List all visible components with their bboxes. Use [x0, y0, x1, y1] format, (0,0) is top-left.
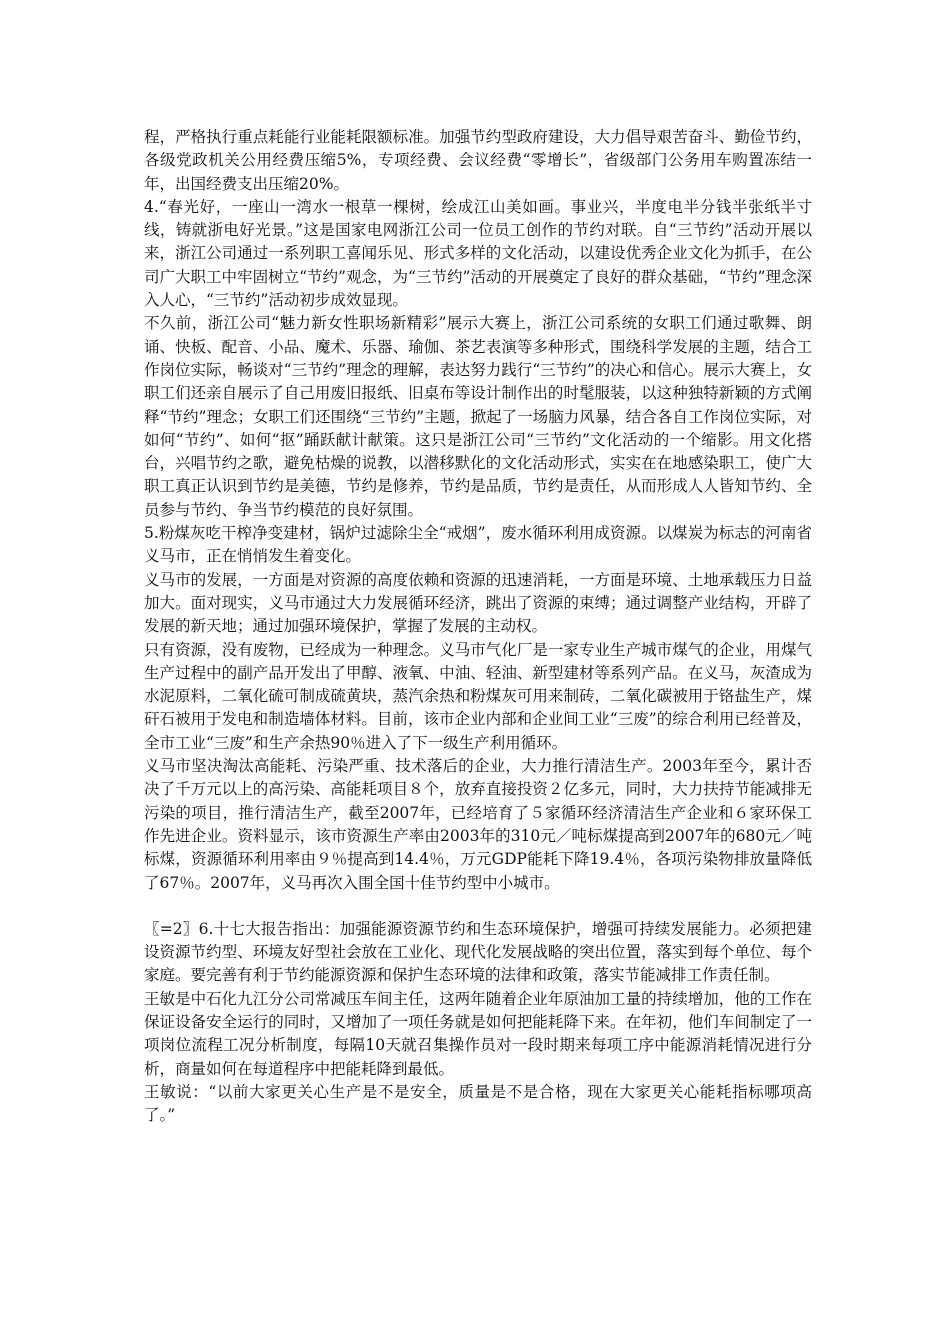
- paragraph-policy-continuation: 程，严格执行重点耗能行业能耗限额标准。加强节约型政府建设，大力倡导艰苦奋斗、勤俭节约，各级党政机关公用经费压缩5%，专项经费、会议经费“零增长”，省级部门公务用车购置冻结一年，出国经费支出压缩20%。: [144, 128, 812, 193]
- paragraph-report-17th: 〖=2〗6.十七大报告指出：加强能源资源节约和生态环境保护，增强可持续发展能力。必须把建设资源节约型、环境友好型社会放在工业化、现代化发展战略的突出位置，落实到每个单位、每个家庭。要完善有利于节约能源资源和保护生态环境的法律和政策，落实节能减排工作责任制。: [144, 919, 812, 985]
- paragraph-wangmin-workshop: 王敏是中石化九江分公司常减压车间主任，这两年随着企业年原油加工量的持续增加，他的工作在保证设备安全运行的同时，又增加了一项任务就是如何把能耗降下来。在年初，他们车间制定了一项岗位流程工况分析制度，每隔10天就召集操作员对一段时期来每项工序中能源消耗情况进行分析，商量如何在每道程序中把能耗降到最低。: [144, 989, 812, 1078]
- paragraph-yima-intro: 5.粉煤灰吃干榨净变建材，锅炉过滤除尘全“戒烟”，废水循环利用成资源。以煤炭为标志的河南省义马市，正在悄悄发生着变化。: [144, 524, 812, 566]
- paragraph-yima-development: 义马市的发展，一方面是对资源的高度依赖和资源的迅速消耗，一方面是环境、土地承载压力日益加大。面对现实，义马市通过大力发展循环经济，跳出了资源的束缚；通过调整产业结构，开辟了发展的新天地；通过加强环境保护，掌握了发展的主动权。: [144, 570, 812, 636]
- paragraph-yima-clean-production: 义马市坚决淘汰高能耗、污染严重、技术落后的企业，大力推行清洁生产。2003年至今，累计否决了千万元以上的高污染、高能耗项目８个，放弃直接投资２亿多元，同时，大力扶持节能减排无污染的项目，推行清洁生产，截至2007年，已经培育了５家循环经济清洁生产企业和６家环保工作先进企业。资料显示，该市资源生产率由2003年的310元／吨标煤提高到2007年的680元／吨标煤，资源循环利用率由９％提高到14.4％，万元GDP能耗下降19.4％，各项污染物排放量降低了67％。2007年，义马再次入围全国十佳节约型中小城市。: [144, 757, 812, 892]
- paragraph-yima-recycling: 只有资源，没有废物，已经成为一种理念。义马市气化厂是一家专业生产城市煤气的企业，用煤气生产过程中的副产品开发出了甲醇、液氧、中油、轻油、新型建材等系列产品。在义马，灰渣成为水泥原料，二氧化硫可制成硫黄块，蒸汽余热和粉煤灰可用来制砖，二氧化碳被用于铬盐生产，煤矸石被用于发电和制造墙体材料。目前，该市企业内部和企业间工业“三废”的综合利用已经普及，全市工业“三废”和生产余热90％进入了下一级生产利用循环。: [144, 640, 812, 752]
- paragraph-wangmin-quote: 王敏说：“以前大家更关心生产是不是安全，质量是不是合格，现在大家更关心能耗指标哪项高了。”: [144, 1082, 812, 1125]
- paragraph-zhejiang-contest: 不久前，浙江公司“魅力新女性职场新精彩”展示大赛上，浙江公司系统的女职工们通过歌舞、朗诵、快板、配音、小品、魔术、乐器、瑜伽、茶艺表演等多种形式，围绕科学发展的主题，结合工作岗位实际，畅谈对“三节约”理念的理解，表达努力践行“三节约”的决心和信心。展示大赛上，女职工们还亲自展示了自己用废旧报纸、旧桌布等设计制作出的时髦服装，以这种独特新颖的方式阐释“节约”理念；女职工们还围绕“三节约”主题，掀起了一场脑力风暴，结合各自工作岗位实际，对如何“节约”、如何“抠”踊跃献计献策。这只是浙江公司“三节约”文化活动的一个缩影。用文化搭台，兴唱节约之歌，避免枯燥的说教，以潜移默化的文化活动形式，实实在在地感染职工，使广大职工真正认识到节约是美德，节约是修养，节约是品质，节约是责任，从而形成人人皆知节约、全员参与节约、争当节约模范的良好氛围。: [144, 314, 812, 519]
- paragraph-zhejiang-couplet: 4.“春光好，一座山一湾水一根草一棵树，绘成江山美如画。事业兴，半度电半分钱半张纸半寸线，铸就浙电好光景。”这是国家电网浙江公司一位员工创作的节约对联。自“三节约”活动开展以来，浙江公司通过一系列职工喜闻乐见、形式多样的文化活动，以建设优秀企业文化为抓手，在公司广大职工中牢固树立“节约”观念，为“三节约”活动的开展奠定了良好的群众基础，“节约”理念深入人心，“三节约”活动初步成效显现。: [144, 197, 812, 310]
- document-body: [144, 126, 812, 1127]
